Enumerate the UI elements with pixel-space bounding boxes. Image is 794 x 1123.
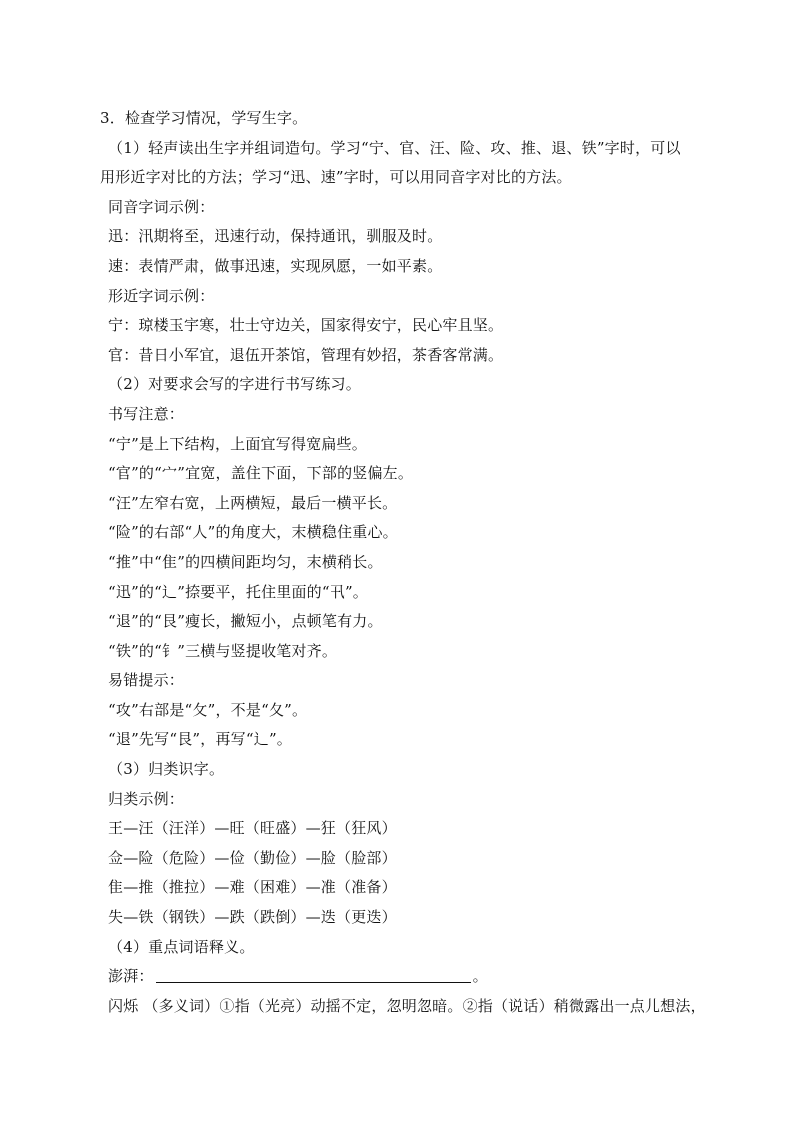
- writing-note-xian: [100, 518, 730, 548]
- paragraph-text: （1）轻声读出生字并组词造句。学习“宁、官、汪、险、攻、推、退、铁”字时，可以: [108, 138, 681, 157]
- heading-text: （2）对要求会写的字进行书写练习。: [108, 375, 361, 394]
- label-text: 形近字词示例：: [108, 286, 215, 305]
- writing-note-ning: [100, 430, 730, 460]
- homophone-examples-label: [100, 193, 730, 223]
- writing-note-xun: [100, 578, 730, 608]
- classify-example-qian: [100, 844, 730, 874]
- example-text: 迅：汛期将至，迅速行动，保持通讯，驯服及时。: [108, 227, 443, 246]
- writing-note-tui: [100, 548, 730, 578]
- label-text: 书写注意：: [108, 404, 185, 423]
- classify-example-wang: [100, 814, 730, 844]
- label-text: 易错提示：: [108, 671, 185, 690]
- heading-text: 3．检查学习情况，学写生字。: [100, 109, 308, 127]
- example-text: 宁：琼楼玉宇寒，壮士守边关，国家得安宁，民心牢且坚。: [108, 316, 504, 335]
- heading-text: （4）重点词语释义。: [108, 937, 255, 956]
- note-text: “铁”的“钅”三横与竖提收笔对齐。: [108, 641, 338, 660]
- heading-text: （3）归类识字。: [108, 760, 225, 779]
- writing-note-tui2: [100, 607, 730, 637]
- example-text: 速：表情严肃，做事迅速，实现夙愿，一如平素。: [108, 256, 443, 275]
- label-text: 同音字词示例：: [108, 197, 215, 216]
- classify-example-shi: [100, 903, 730, 933]
- note-text: “迅”的“辶”捺要平，托住里面的“卂”。: [108, 582, 369, 601]
- note-text: “官”的“宀”宜宽，盖住下面，下部的竖偏左。: [108, 464, 414, 483]
- writing-note-tie: [100, 637, 730, 667]
- paragraph-1-continuation: [100, 163, 730, 193]
- writing-note-guan: [100, 459, 730, 489]
- writing-notes-label: [100, 400, 730, 430]
- example-text: 王—汪（汪洋）—旺（旺盛）—狂（狂风）: [108, 819, 397, 838]
- shape-similar-example-ning: [100, 311, 730, 341]
- error-tip-tui: [100, 725, 730, 755]
- paragraph-text: 用形近字对比的方法；学习“迅、速”字时，可以用同音字对比的方法。: [100, 168, 572, 187]
- classify-heading: [100, 755, 730, 785]
- shape-similar-label: [100, 282, 730, 312]
- key-words-heading: [100, 933, 730, 963]
- note-text: “宁”是上下结构，上面宜写得宽扁些。: [108, 434, 367, 453]
- error-tips-label: [100, 666, 730, 696]
- note-text: “推”中“隹”的四横间距均匀，末横稍长。: [108, 552, 383, 571]
- section-heading: [100, 104, 730, 134]
- document-body: [100, 104, 730, 1021]
- error-tip-gong: [100, 696, 730, 726]
- tip-text: “攻”右部是“攵”，不是“夂”。: [108, 700, 308, 719]
- note-text: “险”的右部“人”的角度大，末横稳住重心。: [108, 523, 398, 542]
- writing-note-wang: [100, 489, 730, 519]
- example-text: 官：昔日小军宜，退伍开茶馆，管理有妙招，茶香客常满。: [108, 345, 504, 364]
- example-text: 隹—推（推拉）—难（困难）—准（准备）: [108, 878, 397, 897]
- term-end-punctuation: 。: [472, 967, 488, 986]
- note-text: “汪”左窄右宽，上两横短，最后一横平长。: [108, 493, 398, 512]
- classify-example-zhui: [100, 873, 730, 903]
- homophone-example-su: [100, 252, 730, 282]
- paragraph-1: [100, 134, 730, 164]
- term-text: 澎湃：: [108, 967, 154, 986]
- example-text: 失—铁（钢铁）—跌（跌倒）—迭（更迭）: [108, 908, 397, 927]
- example-text: 佥—险（危险）—俭（勤俭）—脸（脸部）: [108, 848, 397, 867]
- definition-pengpai: [100, 962, 730, 992]
- shape-similar-example-guan: [100, 341, 730, 371]
- writing-practice-heading: [100, 370, 730, 400]
- homophone-example-xun: [100, 222, 730, 252]
- fill-in-blank: [156, 981, 471, 983]
- label-text: 归类示例：: [108, 789, 185, 808]
- note-text: “退”的“艮”瘦长，撇短小，点顿笔有力。: [108, 612, 383, 631]
- definition-shanshuo: [100, 992, 730, 1022]
- tip-text: “退”先写“艮”，再写“辶”。: [108, 730, 293, 749]
- classify-examples-label: [100, 785, 730, 815]
- definition-text: 闪烁 （多义词）①指（光亮）动摇不定，忽明忽暗。②指（说话）稍微露出一点儿想法，: [108, 996, 706, 1015]
